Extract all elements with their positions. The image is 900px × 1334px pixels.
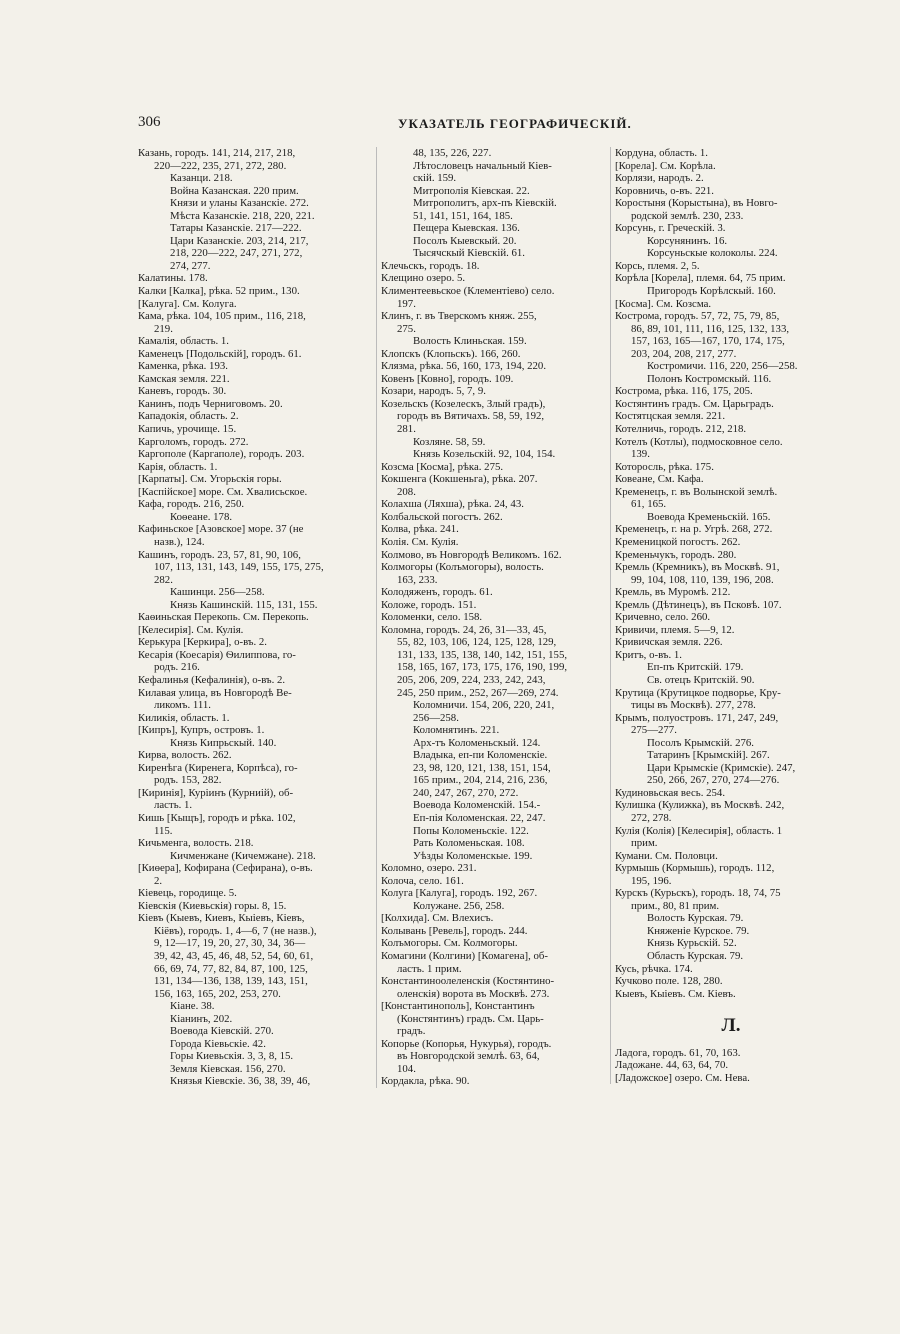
index-line: Кривичи, племя. 5—9, 12.	[615, 623, 735, 636]
index-line: Кремль (Дѣтинецъ), въ Псковѣ. 107.	[615, 598, 782, 611]
index-column-2	[376, 147, 609, 1088]
index-line: 131, 133, 135, 138, 140, 142, 151, 155,	[397, 648, 568, 661]
index-line: Константиноолеленскія (Костянтино-	[381, 975, 555, 988]
index-line: Киликія, область. 1.	[138, 711, 230, 724]
index-line: Кичьменга, волость. 218.	[138, 837, 254, 850]
index-line: Колія. См. Кулія.	[381, 535, 459, 548]
index-line: Курмышь (Кормышь), городъ. 112,	[615, 862, 775, 875]
index-line: Область Курская. 79.	[647, 950, 744, 962]
index-line: Кривичская земля. 226.	[615, 636, 723, 649]
index-line: Князья Кіевскіе. 36, 38, 39, 46,	[170, 1075, 311, 1088]
index-line: Ладожане. 44, 63, 64, 70.	[615, 1059, 729, 1072]
index-line: Камская земля. 221.	[138, 372, 230, 385]
index-line: городъ въ Вятичахъ. 58, 59, 192,	[397, 410, 545, 423]
index-line: Кулишка (Кулижка), въ Москвѣ. 242,	[615, 799, 785, 812]
index-line: [Карпаты]. См. Угорьскія горы.	[138, 473, 282, 486]
page-title: УКАЗАТЕЛЬ ГЕОГРАФИЧЕСКІЙ.	[398, 116, 632, 131]
index-line: градъ.	[397, 1025, 426, 1038]
index-column-3	[610, 147, 847, 1084]
index-line: Клещино озеро. 5.	[381, 272, 466, 285]
index-line: Кападокія, область. 2.	[138, 410, 239, 423]
index-line: 274, 277.	[170, 259, 211, 272]
index-line: Кременецъ, г. на р. Угрѣ. 268, 272.	[615, 523, 773, 536]
index-line: Кордуна, область. 1.	[615, 147, 708, 159]
index-line: [Корела]. См. Корѣла.	[615, 159, 716, 172]
index-line: 86, 89, 101, 111, 116, 125, 132, 133,	[631, 322, 790, 335]
index-line: Клязма, рѣка. 56, 160, 173, 194, 220.	[381, 360, 547, 373]
index-line: Еп-пія Коломенская. 22, 247.	[413, 811, 546, 824]
index-line: Горы Киевьскія. 3, 3, 8, 15.	[170, 1050, 294, 1063]
index-line: Кама, рѣка. 104, 105 прим., 116, 218,	[138, 310, 306, 323]
index-line: Ковенъ [Ковно], городъ. 109.	[381, 372, 514, 385]
index-line: 250, 266, 267, 270, 274—276.	[647, 774, 780, 787]
index-line: Лѣтословецъ начальный Кіев-	[413, 159, 552, 172]
index-line: ласть. 1.	[154, 799, 193, 812]
index-line: Канинъ, подъ Черниговомъ. 20.	[138, 397, 283, 410]
index-line: 256—258.	[413, 711, 459, 724]
index-line: Каѳиньская Перекопь. См. Перекопь.	[138, 611, 309, 624]
index-line: Корлязи, народъ. 2.	[615, 172, 704, 185]
index-line: Князь Козельскій. 92, 104, 154.	[413, 448, 556, 461]
index-line: Колахша (Ляхша), рѣка. 24, 43.	[381, 498, 524, 511]
index-line: [Колхида]. См. Влехисъ.	[381, 912, 494, 925]
index-line: 51, 141, 151, 164, 185.	[413, 209, 513, 222]
index-line: Уѣзды Коломенскые. 199.	[413, 849, 533, 862]
index-line: Митрополія Кіевская. 22.	[413, 184, 530, 197]
index-line: Котелничь, городъ. 212, 218.	[615, 423, 747, 436]
index-line: Земля Кіевская. 156, 270.	[170, 1062, 286, 1075]
index-line: 55, 82, 103, 106, 124, 125, 128, 129,	[397, 636, 557, 649]
index-line: 107, 113, 131, 143, 149, 155, 175, 275,	[154, 561, 324, 574]
index-line: Кіане. 38.	[170, 1000, 215, 1013]
index-line: 9, 12—17, 19, 20, 27, 30, 34, 36—	[154, 937, 306, 950]
index-line: Кострома, городъ. 57, 72, 75, 79, 85,	[615, 310, 780, 323]
index-line: 61, 165.	[631, 498, 667, 511]
index-line: Колва, рѣка. 241.	[381, 523, 459, 536]
index-line: Кремль (Кремникъ), въ Москвѣ. 91,	[615, 561, 780, 574]
index-line: Волость Курская. 79.	[647, 912, 744, 925]
index-line: Карія, область. 1.	[138, 460, 218, 473]
index-line: прим., 80, 81 прим.	[631, 899, 720, 912]
index-line: 165 прим., 204, 214, 216, 236,	[413, 774, 548, 787]
index-line: Клечьскъ, городъ. 18.	[381, 259, 480, 272]
index-line: Колмогоры (Колъмогоры), волость.	[381, 561, 544, 574]
index-line: Волость Клиньская. 159.	[413, 335, 527, 348]
index-line: Кіевскія (Киевьскія) горы. 8, 15.	[138, 899, 287, 912]
index-line: [Каспійское] море. См. Хвалисьское.	[138, 485, 308, 498]
index-line: 66, 69, 74, 77, 82, 84, 87, 100, 125,	[154, 962, 308, 975]
index-line: Крымъ, полуостровъ. 171, 247, 249,	[615, 711, 779, 724]
index-line: Колъмогоры. См. Колмогоры.	[381, 937, 518, 950]
index-line: Курскъ (Курьскъ), городъ. 18, 74, 75	[615, 887, 781, 900]
index-line: Кременицкой погостъ. 262.	[615, 535, 741, 548]
index-line: Коломничи. 154, 206, 220, 241,	[413, 699, 555, 712]
index-line: Кафа, городъ. 216, 250.	[138, 498, 245, 511]
index-line: Кусь, рѣчка. 174.	[615, 962, 693, 975]
index-line: Рать Коломеньская. 108.	[413, 837, 525, 850]
index-line: Камалія, область. 1.	[138, 335, 229, 348]
index-line: Колбальской погостъ. 262.	[381, 510, 503, 523]
index-line: 218, 220—222, 247, 271, 272,	[170, 247, 303, 260]
index-line: Ладога, городъ. 61, 70, 163.	[615, 1046, 741, 1059]
index-line: Колужане. 256, 258.	[413, 899, 505, 912]
index-line: Кирва, волость. 262.	[138, 749, 232, 762]
index-line: [Косма]. См. Козсма.	[615, 297, 712, 310]
index-line: Клопскъ (Клопьскъ). 166, 260.	[381, 347, 521, 360]
index-line: Тысячскый Кіевскій. 61.	[413, 247, 526, 260]
index-line: [Киѳера], Кофирана (Сефирана), о-въ.	[138, 862, 313, 875]
index-line: 156, 163, 165, 202, 253, 270.	[154, 987, 281, 1000]
index-line: Козляне. 58, 59.	[413, 435, 486, 448]
index-line: [Калуга]. См. Колуга.	[138, 297, 237, 310]
index-line: Татаринъ [Крымскій]. 267.	[647, 749, 770, 762]
index-line: [Киринія], Куріинъ (Курниій), об-	[138, 786, 294, 799]
index-line: Керькура [Керкира], о-въ. 2.	[138, 636, 267, 649]
index-line: Каргополе (Каргаполе), городъ. 203.	[138, 448, 305, 461]
index-line: Коѳеане. 178.	[170, 510, 233, 523]
index-line: Киренѣга (Киренега, Корпѣса), го-	[138, 761, 298, 774]
index-line: Князь Кашинскій. 115, 131, 155.	[170, 598, 318, 611]
index-line: Корѣла [Корела], племя. 64, 75 прим.	[615, 272, 786, 285]
index-line: Коломно, озеро. 231.	[381, 862, 477, 875]
index-line: Колывань [Ревель], городъ. 244.	[381, 924, 528, 937]
index-line: Кокшенга (Кокшеньга), рѣка. 207.	[381, 473, 538, 486]
index-line: Коломнятинъ. 221.	[413, 724, 500, 737]
index-line: Полонъ Костромскый. 116.	[647, 372, 772, 385]
index-line: Посолъ Крымскій. 276.	[647, 736, 754, 749]
index-line: 104.	[397, 1062, 416, 1075]
index-line: Килавая улица, въ Новгородѣ Ве-	[138, 686, 292, 699]
index-line: 245, 250 прим., 252, 267—269, 274.	[397, 686, 559, 699]
index-line: Колодяженъ, городъ. 61.	[381, 586, 493, 599]
index-line: родъ. 216.	[154, 661, 200, 674]
index-line: 48, 135, 226, 227.	[413, 147, 492, 159]
index-line: Попы Коломеньскіе. 122.	[413, 824, 529, 837]
index-line: [Ладожское] озеро. См. Нева.	[615, 1071, 750, 1084]
index-line: Кефалинья (Кефалинія), о-въ. 2.	[138, 673, 286, 686]
index-line: Княженіе Курское. 79.	[647, 924, 750, 937]
index-line: Коложе, городъ. 151.	[381, 598, 477, 611]
index-line: 203, 204, 208, 217, 277.	[631, 347, 737, 360]
index-line: Кричевно, село. 260.	[615, 611, 711, 624]
index-line: Цари Крымскіе (Кримскіе). 247,	[647, 761, 796, 774]
index-line: [Кипръ], Купръ, островъ. 1.	[138, 724, 265, 737]
index-line: Комагини (Колгини) [Комагена], об-	[381, 950, 548, 962]
index-line: Митрополитъ, арх-пъ Кіевскій.	[413, 197, 557, 210]
index-line: [Келесирія]. См. Кулія.	[138, 623, 244, 636]
index-line: скій. 159.	[413, 172, 457, 185]
index-line: Коровничь, о-въ. 221.	[615, 184, 714, 197]
index-line: Кичменжане (Кичемжане). 218.	[170, 849, 316, 862]
section-letter-heading: Л.	[721, 1015, 741, 1037]
index-line: Корсь, племя. 2, 5.	[615, 259, 700, 272]
index-line: Корсунянинъ. 16.	[647, 234, 728, 247]
index-line: Кіанинъ, 202.	[170, 1012, 233, 1025]
index-line: Коломенки, село. 158.	[381, 611, 483, 624]
index-line: Кременецъ, г. въ Волынской землѣ.	[615, 485, 778, 498]
index-line: Кафиньское [Азовское] море. 37 (не	[138, 523, 304, 536]
index-line: Татары Казанскіе. 217—222.	[170, 222, 302, 235]
index-line: Св. отецъ Критскій. 90.	[647, 673, 755, 686]
index-line: 208.	[397, 485, 416, 498]
index-line: Кыевъ, Кыіевъ. См. Кіевъ.	[615, 987, 736, 1000]
index-line: Карголомъ, городъ. 272.	[138, 435, 249, 448]
index-line: 219.	[154, 322, 173, 335]
index-line: Кудиновьская весь. 254.	[615, 786, 726, 799]
index-line: Костятцская земля. 221.	[615, 410, 726, 423]
index-line: Кулія (Колія) [Келесирія], область. 1	[615, 824, 783, 837]
index-line: Климентеевьское (Клементіево) село.	[381, 285, 555, 298]
index-line: Козари, народъ. 5, 7, 9.	[381, 385, 486, 398]
index-line: 275—277.	[631, 724, 677, 737]
index-line: оленскія) ворота въ Москвѣ. 273.	[397, 987, 550, 1000]
index-line: ликомъ. 111.	[154, 699, 211, 712]
index-line: прим.	[631, 837, 658, 850]
index-line: Война Казанская. 220 прим.	[170, 184, 299, 197]
index-line: Арх-тъ Коломеньскый. 124.	[413, 736, 541, 749]
index-line: Пригородъ Корѣлскый. 160.	[647, 285, 776, 298]
index-line: Козельскъ (Козелескъ, Злый градъ),	[381, 397, 546, 410]
index-line: Владыка, еп-пи Коломенскіе.	[413, 749, 548, 762]
index-line: 163, 233.	[397, 573, 438, 586]
index-line: 282.	[154, 573, 173, 586]
index-line: Воевода Кіевскій. 270.	[170, 1025, 274, 1038]
index-line: Князи и уланы Казанскіе. 272.	[170, 197, 309, 210]
index-line: въ Новгородской землѣ. 63, 64,	[397, 1050, 540, 1063]
index-line: 275.	[397, 322, 416, 335]
index-line: 131, 134—136, 138, 139, 143, 151,	[154, 975, 308, 988]
index-line: Колоча, село. 161.	[381, 874, 464, 887]
index-line: Кашинъ, городъ. 23, 57, 81, 90, 106,	[138, 548, 301, 561]
index-line: Кремль, въ Муромѣ. 212.	[615, 586, 731, 599]
index-line: Критъ, о-въ. 1.	[615, 648, 682, 661]
index-line: 220—222, 235, 271, 272, 280.	[154, 159, 287, 172]
page-number: 306	[138, 114, 161, 130]
index-line: Каменецъ [Подольскій], городъ. 61.	[138, 347, 302, 360]
index-line: Кишь [Кыщъ], городъ и рѣка. 102,	[138, 811, 296, 824]
index-line: Воевода Кременьскій. 165.	[647, 510, 771, 523]
index-line: родской землѣ. 230, 233.	[631, 209, 744, 222]
index-line: 158, 165, 167, 173, 175, 176, 190, 199,	[397, 661, 568, 674]
index-line: Кумани. См. Половци.	[615, 849, 718, 862]
index-line: Казань, городъ. 141, 214, 217, 218,	[138, 147, 296, 159]
index-line: 195, 196.	[631, 874, 672, 887]
index-line: тицы въ Москвѣ). 277, 278.	[631, 699, 756, 712]
index-line: Кіевъ (Кыевъ, Киевъ, Кыіевъ, Кіевъ,	[138, 912, 305, 925]
index-line: Кордакла, рѣка. 90.	[381, 1075, 470, 1088]
index-line: Казанци. 218.	[170, 172, 233, 185]
index-line: 281.	[397, 423, 416, 436]
index-line: 23, 98, 120, 121, 138, 151, 154,	[413, 761, 551, 774]
index-line: Калки [Калка], рѣка. 52 прим., 130.	[138, 285, 300, 298]
index-line: 115.	[154, 824, 173, 837]
index-line: Кесарія (Коесарія) Ѳилиппова, го-	[138, 648, 296, 661]
index-line: Коломна, городъ. 24, 26, 31—33, 45,	[381, 623, 547, 636]
index-line: ласть. 1 прим.	[397, 962, 462, 975]
index-line: Каменка, рѣка. 193.	[138, 360, 228, 373]
index-line: Костромичи. 116, 220, 256—258.	[647, 360, 798, 373]
index-line: Корсунь, г. Греческій. 3.	[615, 222, 726, 235]
index-line: Кіевець, городище. 5.	[138, 887, 237, 900]
index-line: Каневъ, городъ. 30.	[138, 385, 227, 398]
index-line: Кострома, рѣка. 116, 175, 205.	[615, 385, 753, 398]
index-line: Цари Казанскіе. 203, 214, 217,	[170, 234, 309, 247]
index-line: Корсуньскые колоколы. 224.	[647, 247, 778, 260]
index-line: Клинъ, г. въ Тверскомъ княж. 255,	[381, 310, 537, 323]
index-line: Князь Кипрьскый. 140.	[170, 736, 277, 749]
index-line: Князь Курьскій. 52.	[647, 937, 737, 950]
index-line: Кіёвъ), городъ. 1, 4—6, 7 (не назв.),	[154, 924, 317, 937]
index-line: (Констянтинъ) градъ. См. Царь-	[397, 1012, 544, 1025]
index-line: Города Кіевьскіе. 42.	[170, 1037, 266, 1050]
index-line: Кашинци. 256—258.	[170, 586, 265, 599]
index-line: Кучково поле. 128, 280.	[615, 975, 723, 988]
index-line: Колуга [Калуга], городъ. 192, 267.	[381, 887, 538, 900]
index-line: Посолъ Кыевскый. 20.	[413, 234, 517, 247]
index-line: Костянтинъ градъ. См. Царьградъ.	[615, 397, 774, 410]
index-line: назв.), 124.	[154, 535, 205, 548]
index-line: 272, 278.	[631, 811, 672, 824]
index-line: 99, 104, 108, 110, 139, 196, 208.	[631, 573, 774, 586]
index-line: 157, 163, 165—167, 170, 174, 175,	[631, 335, 785, 348]
index-line: Еп-пъ Критскій. 179.	[647, 661, 744, 674]
index-line: Калатины. 178.	[138, 272, 208, 285]
index-line: Кременьчукъ, городъ. 280.	[615, 548, 737, 561]
index-line: Копорье (Копорья, Нукурья), городъ.	[381, 1037, 552, 1050]
index-line: Крутица (Крутицкое подворье, Кру-	[615, 686, 781, 699]
index-line: Пещера Кыевская. 136.	[413, 222, 520, 235]
index-line: 205, 206, 209, 224, 233, 242, 243,	[397, 673, 546, 686]
index-line: Которосль, рѣка. 175.	[615, 460, 714, 473]
index-line: Мѣста Казанскіе. 218, 220, 221.	[170, 209, 315, 222]
index-line: Капичь, урочище. 15.	[138, 423, 237, 436]
index-line: Колмово, въ Новгородѣ Великомъ. 162.	[381, 548, 562, 561]
index-line: Коростыня (Корыстына), въ Новго-	[615, 197, 778, 210]
index-line: Козсма [Косма], рѣка. 275.	[381, 460, 504, 473]
index-line: 2.	[154, 874, 163, 887]
index-line: 240, 247, 267, 270, 272.	[413, 786, 519, 799]
index-line: Ковеане, См. Кафа.	[615, 473, 704, 486]
index-column-1	[138, 147, 370, 1088]
index-line: 139.	[631, 448, 650, 461]
index-line: родъ. 153, 282.	[154, 774, 222, 787]
index-line: [Константинополь], Константинъ	[381, 1000, 535, 1013]
index-line: Воевода Коломенскій. 154.-	[413, 799, 541, 812]
index-line: 197.	[397, 297, 416, 310]
index-line: Котелъ (Котлы), подмосковное село.	[615, 435, 783, 448]
index-line: 39, 42, 43, 45, 46, 48, 52, 54, 60, 61,	[154, 950, 314, 962]
